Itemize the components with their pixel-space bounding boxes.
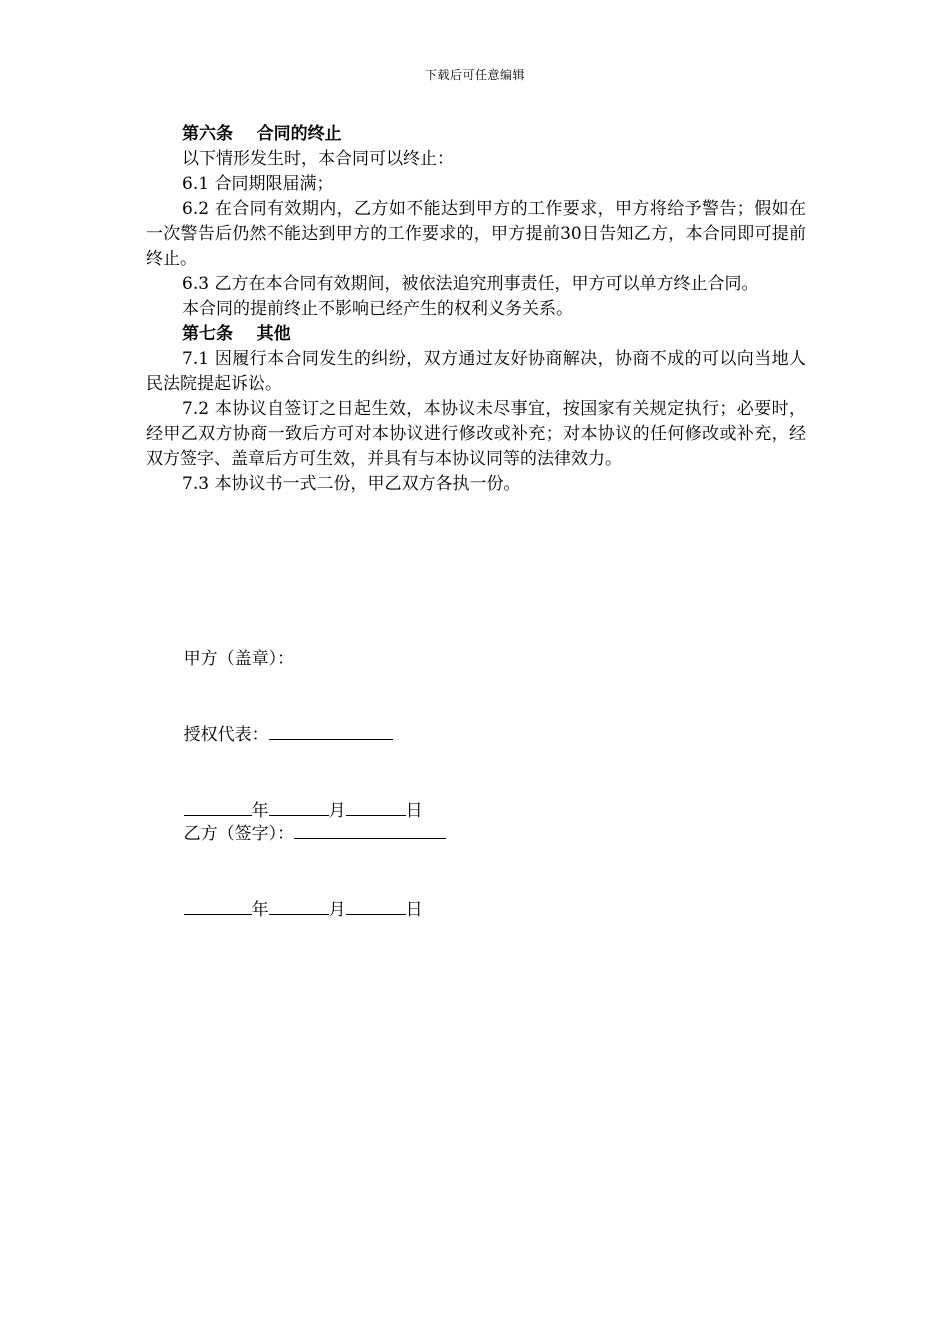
party-a-rep-blank[interactable]: [269, 722, 393, 740]
article-7-item-1: 7.1 因履行本合同发生的纠纷，双方通过友好协商解决，协商不成的可以向当地人民法院提起诉讼。: [146, 349, 806, 394]
article-7-item-2: 7.2 本协议自签订之日起生效，本协议未尽事宜，按国家有关规定执行；必要时，经甲乙双方协商一致后方可对本协议进行修改或补充；对本协议的任何修改或补充，经双方签字、盖章后方可生效，并具有与本协议同等的法律效力。: [146, 399, 806, 469]
article-6-intro: 以下情形发生时，本合同可以终止：: [182, 149, 454, 169]
article-6-heading: 第六条 合同的终止: [182, 124, 342, 144]
party-a-label: 甲方（盖章）：: [183, 649, 295, 669]
party-b-year-blank[interactable]: [184, 897, 252, 915]
party-b-label-line: [162, 796, 446, 872]
party-a-rep-label: 授权代表：: [183, 725, 269, 745]
article-7-heading: 第七条 其他: [182, 324, 291, 344]
article-7-item-3: 7.3 本协议书一式二份，甲乙双方各执一份。: [182, 474, 521, 494]
contract-body: [146, 122, 806, 497]
party-a-rep-line: [162, 697, 423, 773]
party-a-label-line: [162, 622, 423, 697]
header-note: 下载后可任意编辑: [424, 68, 525, 82]
party-b-day-blank[interactable]: [346, 897, 406, 915]
party-b-year-label: 年: [251, 900, 269, 920]
article-6-item-1: 6.1 合同期限届满；: [182, 174, 334, 194]
party-b-month-label: 月: [328, 900, 346, 920]
party-a-day-label: 日: [405, 801, 423, 821]
article-6-item-3: 6.3 乙方在本合同有效期间，被依法追究刑事责任，甲方可以单方终止合同。: [182, 274, 759, 294]
party-a-month-label: 月: [328, 801, 346, 821]
article-6-note: 本合同的提前终止不影响已经产生的权利义务关系。: [182, 299, 573, 319]
party-b-label: 乙方（签字）：: [183, 824, 295, 844]
party-b-date-line: [162, 872, 446, 948]
article-6-item-2: 6.2 在合同有效期内，乙方如不能达到甲方的工作要求，甲方将给予警告；假如在一次警告后仍然不能达到甲方的工作要求的，甲方提前30日告知乙方，本合同即可提前终止。: [146, 199, 806, 269]
party-b-signature-block: [162, 796, 446, 948]
party-b-sign-blank[interactable]: [294, 821, 446, 839]
party-b-day-label: 日: [405, 900, 423, 920]
party-b-month-blank[interactable]: [269, 897, 329, 915]
party-a-year-label: 年: [251, 801, 269, 821]
